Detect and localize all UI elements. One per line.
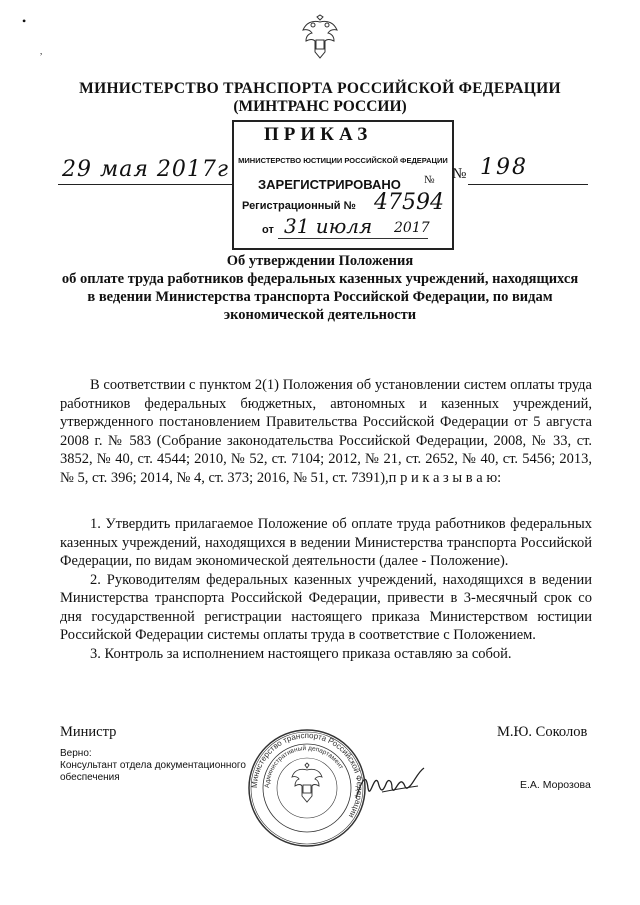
preamble-text: В соответствии с пунктом 2(1) Положения об установлении систем оплаты труда работников федеральных бюджетных, автономных и казенных учреждений, утвержденного постановлением Правительства Российской Федерации от 5 августа 2008 г. № 583 (Собрание законодательства Российской Федерации, 2008, № 33, ст. 3852, № 40, ст. 4544; 2010, № 52, ст. 7104; 2012, № 21, ст. 2652, № 40, ст. 5456; 2013, № 5, ст. 396; 2014, № 4, ст. 373; 2016, № 51, ст. 7391),п р и к а з ы в а ю:	[60, 377, 592, 486]
title-line: об оплате труда работников федеральных казенных учреждений, находящихся	[61, 271, 579, 287]
coat-of-arms-emblem	[298, 14, 342, 62]
stamp-underline	[278, 238, 428, 239]
registration-stamp	[232, 120, 454, 250]
order-item: 1. Утвердить прилагаемое Положение об оплате труда работников федеральных казенных учреждений, находящихся в ведении Министерства транспорта Российской Федерации, по видам экономической деятельности (далее - Положение).	[60, 516, 592, 569]
certification-position: Консультант отдела документационного	[60, 760, 246, 771]
ministry-name: МИНИСТЕРСТВО ТРАНСПОРТА РОССИЙСКОЙ ФЕДЕРАЦИИ	[79, 80, 561, 97]
order-number: 198	[480, 155, 528, 180]
stamp-number-sign: №	[424, 174, 435, 186]
title-line: Об утверждении Положения	[226, 253, 414, 269]
stamp-registered-label: ЗАРЕГИСТРИРОВАНО	[258, 177, 401, 192]
stamp-ministry-line: МИНИСТЕРСТВО ЮСТИЦИИ РОССИЙСКОЙ ФЕДЕРАЦИИ	[238, 156, 448, 165]
document-type: ПРИКАЗ	[264, 124, 373, 145]
certification-verno: Верно:	[60, 748, 92, 759]
signatory-name: М.Ю. Соколов	[497, 724, 588, 740]
certifier-name: Е.А. Морозова	[520, 779, 591, 791]
stamp-reg-label: Регистрационный №	[242, 200, 356, 212]
order-number-sign: №	[452, 166, 467, 182]
corner-mark: ,	[40, 46, 43, 56]
title-line: в ведении Министерства транспорта Российской Федерации, по видам	[87, 289, 553, 305]
stamp-reg-number: 47594	[374, 190, 444, 215]
corner-mark: •	[22, 14, 27, 28]
stamp-reg-year: 2017	[394, 220, 430, 236]
certification-position: обеспечения	[60, 772, 120, 783]
stamp-reg-date: 31 июля	[284, 214, 373, 238]
seal-inner-text: Административный департамент	[263, 744, 345, 789]
title-line: экономической деятельности	[223, 307, 417, 323]
order-items	[60, 515, 592, 663]
order-item: 2. Руководителям федеральных казенных учреждений, находящихся в ведении Министерства транспорта Российской Федерации, привести в 3-месячный срок со дня государственной регистрации настоящего приказа Министерством юстиции Российской Федерации системы оплаты труда в соответствие с Положением.	[60, 571, 592, 643]
seal-outer-text: Министерство транспорта Российской Федерации	[249, 730, 365, 820]
certification-block	[60, 748, 246, 784]
order-date: 29 мая 2017г	[62, 157, 230, 182]
order-item: 3. Контроль за исполнением настоящего приказа оставляю за собой.	[90, 645, 512, 662]
order-date-underline	[58, 184, 233, 185]
ministry-short-name: (МИНТРАНС РОССИИ)	[233, 98, 407, 115]
signatory-position: Министр	[60, 724, 117, 740]
preamble	[60, 376, 592, 487]
official-seal	[247, 728, 367, 848]
stamp-from-label: от	[262, 224, 274, 236]
order-number-underline	[468, 184, 588, 185]
document-title	[40, 252, 600, 324]
